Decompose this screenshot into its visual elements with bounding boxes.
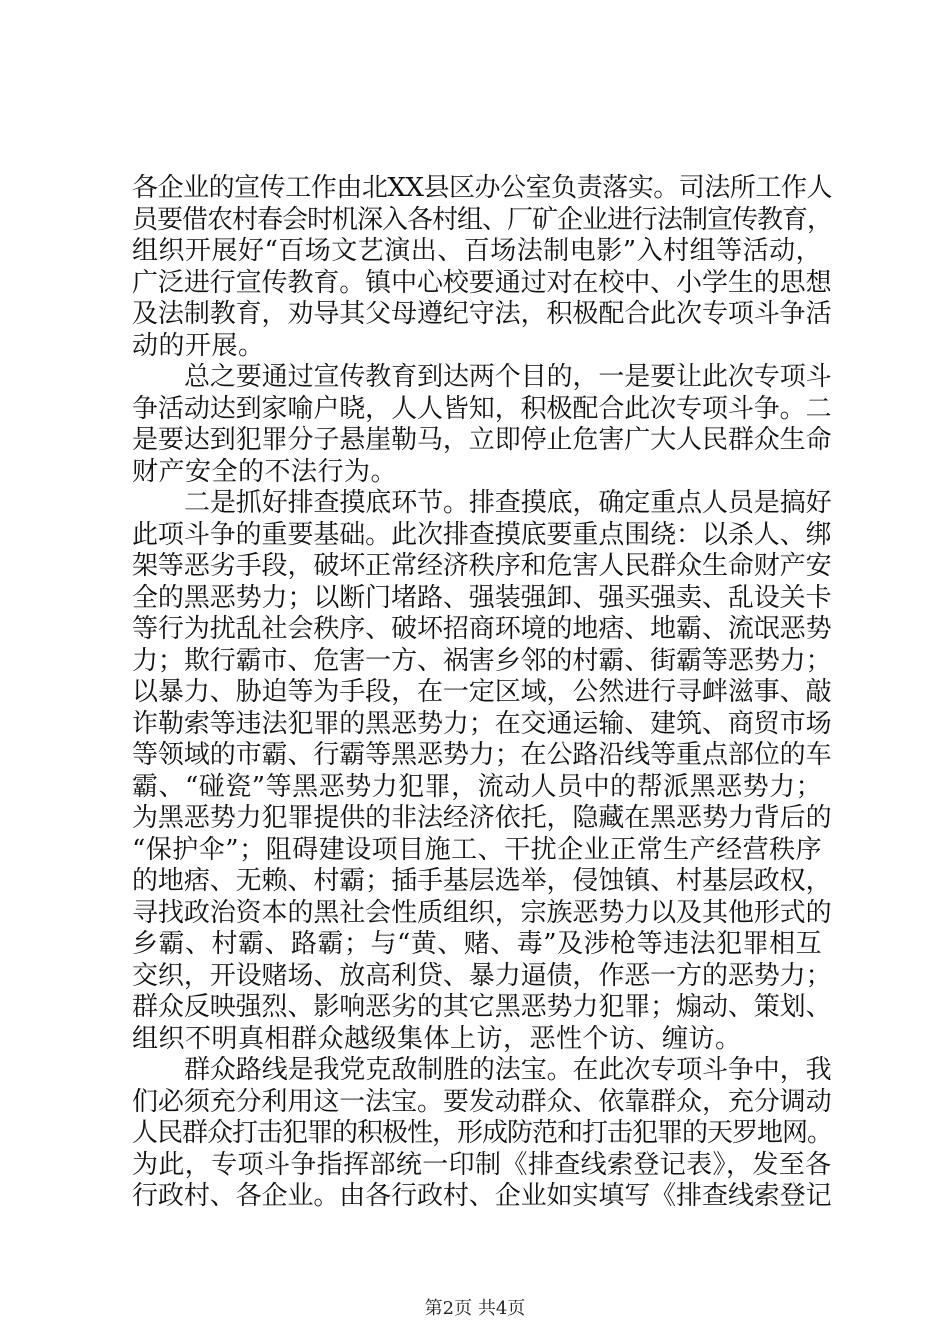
text-line: 群众路线是我党克敌制胜的法宝。在此次专项斗争中，我 [184, 1055, 832, 1085]
text-line: 财产安全的不法行为。 [132, 456, 398, 487]
text-line: 争活动达到家喻户晓，人人皆知，积极配合此次专项斗争。二 [132, 393, 832, 424]
text-line: 组织开展好“百场文艺演出、百场法制电影”入村组等活动， [132, 236, 823, 266]
text-line: 组织不明真相群众越级集体上访，恶性个访、缠访。 [132, 1023, 742, 1054]
text-line: 此项斗争的重要基础。此次排查摸底要重点围绕：以杀人、绑 [132, 519, 832, 550]
text-line: 各企业的宣传工作由北XX县区办公室负责落实。司法所工作人 [132, 173, 833, 203]
text-line: 总之要通过宣传教育到达两个目的，一是要让此次专项斗 [184, 362, 832, 392]
text-line: 二是抓好排查摸底环节。排查摸底，确定重点人员是搞好 [184, 488, 832, 518]
paragraph [132, 173, 832, 362]
text-line: 霸、“碰瓷”等黑恶势力犯罪，流动人员中的帮派黑恶势力； [132, 771, 823, 802]
paragraph [132, 1055, 832, 1213]
text-line: 群众反映强烈、影响恶劣的其它黑恶势力犯罪；煽动、策划、 [132, 992, 832, 1022]
text-line: 寻找政治资本的黑社会性质组织，宗族恶势力以及其他形式的 [132, 897, 832, 928]
paragraph [132, 362, 832, 488]
text-line: 全的黑恶势力；以断门堵路、强装强卸、强买强卖、乱设关卡 [132, 582, 832, 613]
text-line: 们必须充分利用这一法宝。要发动群众、依靠群众，充分调动 [132, 1086, 832, 1117]
text-line: 的地痞、无赖、村霸；插手基层选举，侵蚀镇、村基层政权， [132, 866, 832, 896]
text-line: 动的开展。 [132, 330, 265, 361]
document-body [132, 173, 832, 1213]
text-line: 为此，专项斗争指挥部统一印制《排查线索登记表》，发至各 [132, 1149, 832, 1180]
text-line: 行政村、各企业。由各行政村、企业如实填写《排查线索登记 [132, 1181, 832, 1211]
text-line: 架等恶劣手段，破坏正常经济秩序和危害人民群众生命财产安 [132, 551, 832, 581]
text-line: 员要借农村春会时机深入各村组、厂矿企业进行法制宣传教育， [132, 204, 833, 235]
page-footer: 第2页 共4页 [424, 1298, 526, 1319]
text-line: 等行为扰乱社会秩序、破坏招商环境的地痞、地霸、流氓恶势 [132, 614, 832, 644]
paragraph [132, 488, 832, 1055]
text-line: 力；欺行霸市、危害一方、祸害乡邻的村霸、街霸等恶势力； [132, 645, 832, 676]
text-line: 是要达到犯罪分子悬崖勒马，立即停止危害广大人民群众生命 [132, 425, 832, 455]
text-line: 人民群众打击犯罪的积极性，形成防范和打击犯罪的天罗地网。 [132, 1118, 833, 1148]
text-line: “保护伞”；阻碍建设项目施工、干扰企业正常生产经营秩序 [132, 834, 823, 865]
text-line: 为黑恶势力犯罪提供的非法经济依托，隐藏在黑恶势力背后的 [132, 803, 832, 833]
text-line: 乡霸、村霸、路霸；与“黄、赌、毒”及涉枪等违法犯罪相互 [132, 929, 823, 959]
text-line: 以暴力、胁迫等为手段，在一定区域，公然进行寻衅滋事、敲 [132, 677, 832, 707]
text-line: 及法制教育，劝导其父母遵纪守法，积极配合此次专项斗争活 [132, 299, 832, 329]
text-line: 交织，开设赌场、放高利贷、暴力逼债，作恶一方的恶势力； [132, 960, 832, 991]
text-line: 广泛进行宣传教育。镇中心校要通过对在校中、小学生的思想 [132, 267, 832, 298]
text-line: 等领域的市霸、行霸等黑恶势力；在公路沿线等重点部位的车 [132, 740, 832, 770]
text-line: 诈勒索等违法犯罪的黑恶势力；在交通运输、建筑、商贸市场 [132, 708, 832, 739]
